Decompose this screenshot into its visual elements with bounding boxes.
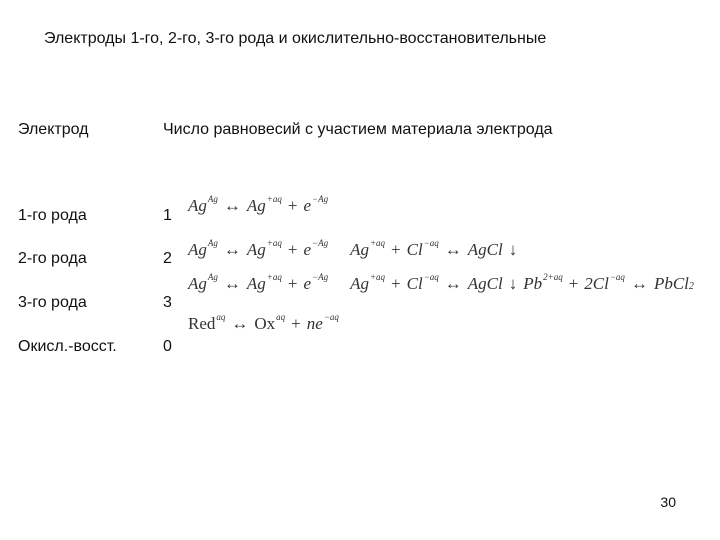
row-count-redox: 0 — [163, 338, 172, 355]
row-label-redox: Окисл.-восст. — [18, 338, 117, 355]
row-label-second-kind: 2-го рода — [18, 250, 87, 267]
page-number: 30 — [660, 494, 676, 510]
row-label-first-kind: 1-го рода — [18, 207, 87, 224]
row-count-first-kind: 1 — [163, 207, 172, 224]
row-count-second-kind: 2 — [163, 250, 172, 267]
slide-title: Электроды 1-го, 2-го, 3-го рода и окислительно-восстановительные — [44, 30, 547, 47]
header-electrode: Электрод — [18, 121, 89, 138]
row-count-third-kind: 3 — [163, 294, 172, 311]
row-label-third-kind: 3-го рода — [18, 294, 87, 311]
equation-ag-ag-ion-row3: Ag $^{Ag}$ ↔ Ag $^{+aq}$ + e $^{-Ag}$ Ag $^{+aq}$ + Cl $^{-aq}$ ↔ AgCl ↓ Pb $^{2+aq}$ + 2Cl $^{-aq}$ ↔ PbCl 2 — [188, 272, 694, 293]
equation-ag-ag-ion: Ag $^{Ag}$ ↔ Ag $^{+aq}$ + e $^{-Ag}$ — [188, 194, 329, 215]
equation-ag-ag-ion-row2: Ag $^{Ag}$ ↔ Ag $^{+aq}$ + e $^{-Ag}$ Ag $^{+aq}$ + Cl $^{-aq}$ ↔ AgCl ↓ — [188, 238, 518, 259]
header-equilibria-count: Число равновесий с участием материала электрода — [163, 121, 553, 138]
equation-redox: Red $^{aq}$ ↔ Ox $^{aq}$ + ne $^{-aq}$ — [188, 312, 339, 333]
